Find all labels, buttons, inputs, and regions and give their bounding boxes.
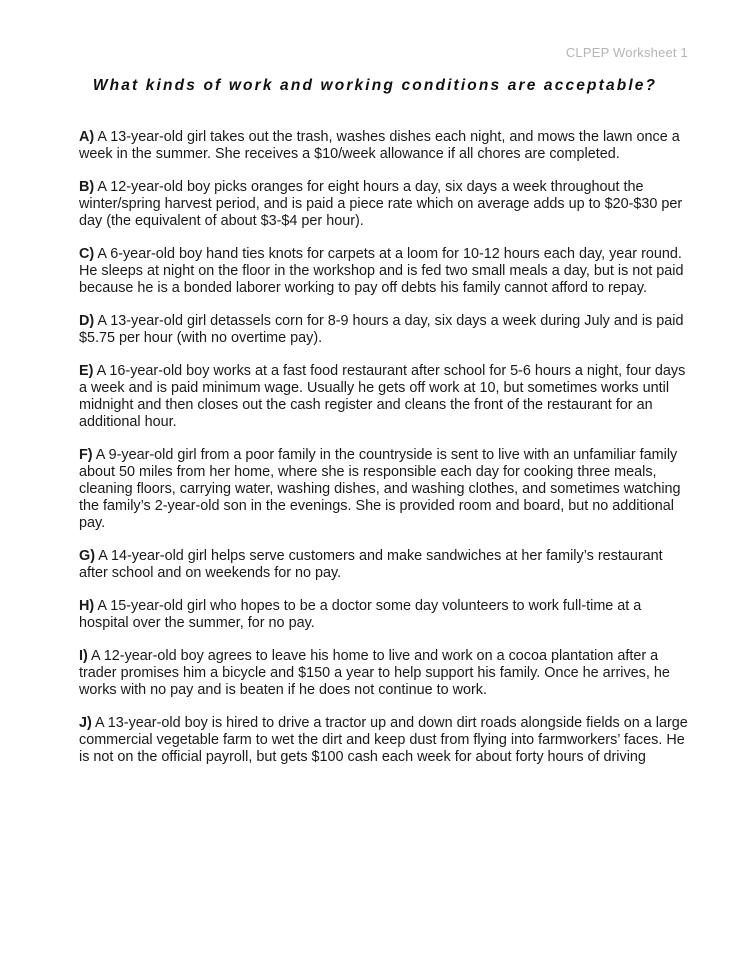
scenario-item-i bbox=[79, 648, 694, 699]
scenario-text: A 6-year-old boy hand ties knots for carpets at a loom for 10-12 hours each day, year round. He sleeps at night on the floor in the workshop and is fed two small meals a day, but is not paid because he is a bonded laborer working to pay off debts his family cannot afford to repay. bbox=[79, 246, 684, 296]
scenario-item-d bbox=[79, 313, 694, 347]
scenario-text: A 13-year-old boy is hired to drive a tractor up and down dirt roads alongside fields on a large commercial vegetable farm to wet the dirt and keep dust from flying into farmworkers’ faces. He is not on the official payroll, but gets $100 cash each week for about forty hours of driving bbox=[79, 715, 688, 765]
scenario-text: A 16-year-old boy works at a fast food restaurant after school for 5-6 hours a night, four days a week and is paid minimum wage. Usually he gets off work at 10, but sometimes works until midnight and then closes out the cash register and cleans the front of the restaurant for an additional hour. bbox=[79, 363, 686, 430]
scenario-text: A 12-year-old boy picks oranges for eight hours a day, six days a week throughout the winter/spring harvest period, and is paid a piece rate which on average adds up to $20-$30 per day (the equivalent of about $3-$4 per hour). bbox=[79, 179, 683, 229]
scenario-letter: A) bbox=[79, 129, 95, 145]
scenario-letter: G) bbox=[79, 548, 95, 564]
scenario-item-b bbox=[79, 179, 694, 230]
scenario-text: A 15-year-old girl who hopes to be a doctor some day volunteers to work full-time at a hospital over the summer, for no pay. bbox=[79, 598, 642, 631]
scenario-text: A 13-year-old girl detassels corn for 8-9 hours a day, six days a week during July and is paid $5.75 per hour (with no overtime pay). bbox=[79, 313, 684, 346]
scenario-item-h bbox=[79, 598, 694, 632]
scenario-letter: F) bbox=[79, 447, 93, 463]
scenario-letter: D) bbox=[79, 313, 95, 329]
scenario-letter: B) bbox=[79, 179, 95, 195]
scenario-item-g bbox=[79, 548, 694, 582]
scenario-item-j bbox=[79, 715, 694, 766]
scenario-item-e bbox=[79, 363, 694, 431]
scenario-text: A 12-year-old boy agrees to leave his home to live and work on a cocoa plantation after a trader promises him a bicycle and $150 a year to help support his family. Once he arrives, he works with no pay and is beaten if he does not continue to work. bbox=[79, 648, 670, 698]
scenario-letter: C) bbox=[79, 246, 95, 262]
worksheet-header-label: CLPEP Worksheet 1 bbox=[565, 45, 688, 60]
scenario-item-c bbox=[79, 246, 694, 297]
scenario-list bbox=[79, 129, 694, 782]
scenario-letter: J) bbox=[79, 715, 92, 731]
scenario-item-a bbox=[79, 129, 694, 163]
scenario-text: A 14-year-old girl helps serve customers and make sandwiches at her family’s restaurant after school and on weekends for no pay. bbox=[79, 548, 663, 581]
scenario-text: A 13-year-old girl takes out the trash, washes dishes each night, and mows the lawn once a week in the summer. She receives a $10/week allowance if all chores are completed. bbox=[79, 129, 680, 162]
scenario-letter: E) bbox=[79, 363, 94, 379]
scenario-letter: I) bbox=[79, 648, 88, 664]
scenario-item-f bbox=[79, 447, 694, 532]
scenario-letter: H) bbox=[79, 598, 95, 614]
worksheet-title: What kinds of work and working conditions are acceptable? bbox=[92, 77, 658, 94]
scenario-text: A 9-year-old girl from a poor family in the countryside is sent to live with an unfamiliar family about 50 miles from her home, where she is responsible each day for cooking three meals, cleaning floors, carrying water, washing dishes, and washing clothes, and sometimes watching the family’s 2-year-old son in the evenings. She is provided room and board, but no additional pay. bbox=[79, 447, 681, 531]
